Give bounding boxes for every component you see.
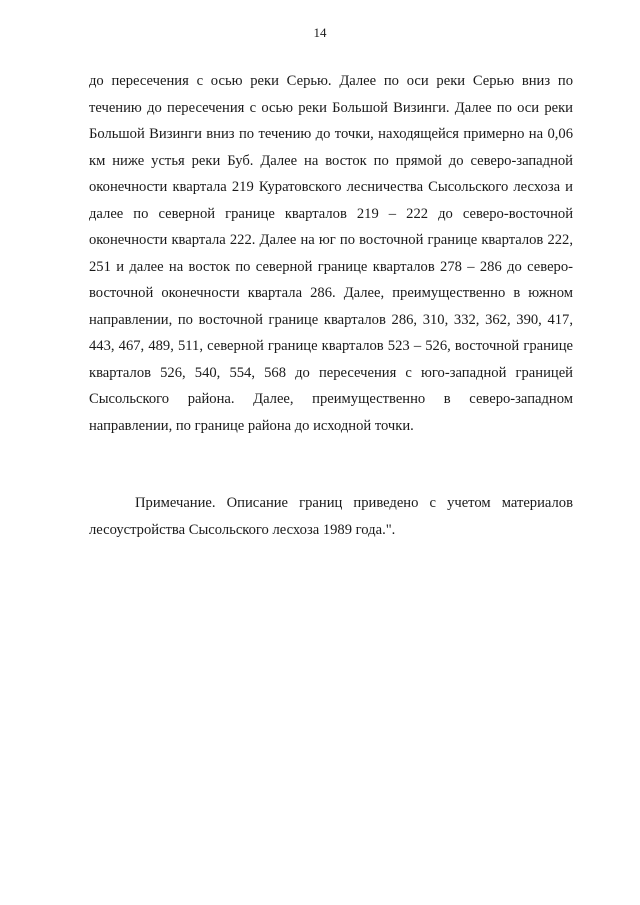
- note-paragraph: [89, 490, 573, 543]
- boundary-description-paragraph: [89, 68, 573, 439]
- note-text: Примечание. Описание границ приведено с учетом материалов лесоустройства Сысольского лесхоза 1989 года.".: [89, 495, 573, 538]
- boundary-description-text: до пересечения с осью реки Серью. Далее по оси реки Серью вниз по течению до пересечения с осью реки Большой Визинги. Далее по оси реки Большой Визинги вниз по течению до точки, находящейся примерно на 0,06 км ниже устья реки Буб. Далее на восток по прямой до северо-западной оконечности квартала 219 Куратовского лесничества Сысольского лесхоза и далее по северной границе кварталов 219 – 222 до северо-восточной оконечности квартала 222. Далее на юг по восточной границе кварталов 222, 251 и далее на восток по северной границе кварталов 278 – 286 до северо-восточной оконечности квартала 286. Далее, преимущественно в южном направлении, по восточной границе кварталов 286, 310, 332, 362, 390, 417, 443, 467, 489, 511, северной границе кварталов 523 – 526, восточной границе кварталов 526, 540, 554, 568 до пересечения с юго-западной границей Сысольского района. Далее, преимущественно в северо-западном направлении, по границе района до исходной точки.: [89, 73, 573, 434]
- page-number: 14: [313, 25, 327, 40]
